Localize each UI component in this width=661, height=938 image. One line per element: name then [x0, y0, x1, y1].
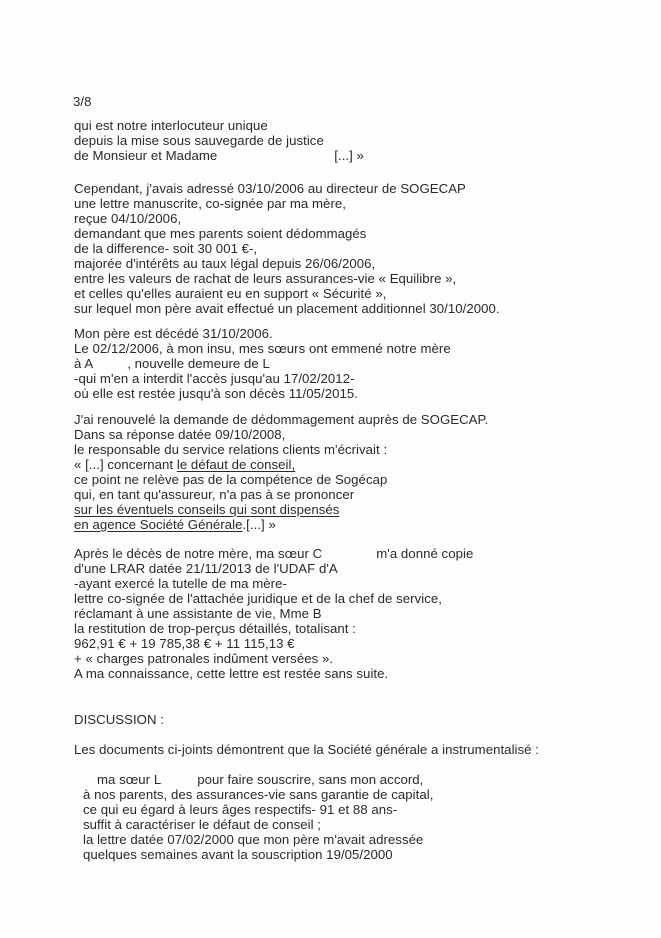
text-segment: pour faire souscrire, sans mon accord, [197, 772, 424, 787]
text-line: ce qui eu égard à leurs âges respectifs- 91 et 88 ans- [83, 802, 398, 817]
text-line: Les documents ci-joints démontrent que la Société générale a instrumentalisé : [74, 742, 539, 757]
text-line: sur lequel mon père avait effectué un placement additionnel 30/10/2000. [74, 301, 500, 316]
text-segment: de Monsieur et Madame [74, 148, 218, 163]
text-line: + « charges patronales indûment versées ». [74, 651, 334, 666]
text-line: la lettre datée 07/02/2000 que mon père m'avait adressée [83, 832, 424, 847]
text-line: à nos parents, des assurances-vie sans garantie de capital, [83, 787, 434, 802]
text-line: -qui m'en a interdit l'accès jusqu'au 17/02/2012- [74, 371, 355, 386]
text-line: le responsable du service relations clients m'écrivait : [74, 442, 388, 457]
text-line [74, 546, 473, 561]
text-line: qui, en tant qu'assureur, n'a pas à se prononcer [74, 487, 355, 502]
text-segment: « [...] concernant [74, 457, 177, 472]
text-segment: m'a donné copie [376, 546, 474, 561]
text-segment: ma sœur L [97, 772, 162, 787]
text-line: J'ai renouvelé la demande de dédommagement auprès de SOGECAP. [74, 412, 489, 427]
text-line [74, 457, 295, 472]
text-line [74, 148, 364, 163]
page-number: 3/8 [73, 94, 92, 109]
text-line: qui est notre interlocuteur unique [74, 118, 268, 133]
text-line: majorée d'intérêts au taux légal depuis 26/06/2006, [74, 256, 376, 271]
text-line: lettre co-signée de l'attachée juridique et de la chef de service, [74, 591, 442, 606]
text-segment: [...] » [334, 148, 364, 163]
text-line: depuis la mise sous sauvegarde de justice [74, 133, 324, 148]
text-line: réclamant à une assistante de vie, Mme B [74, 606, 322, 621]
text-line: Mon père est décédé 31/10/2006. [74, 326, 273, 341]
text-line: ce point ne relève pas de la compétence de Sogécap [74, 472, 388, 487]
text-line [74, 356, 270, 371]
underlined-line: sur les éventuels conseils qui sont dispensés [74, 502, 340, 517]
underlined-phrase: le défaut de conseil, [176, 457, 296, 472]
text-line: la restitution de trop-perçus détaillés, totalisant : [74, 621, 356, 636]
text-line: suffit à caractériser le défaut de conseil ; [83, 817, 321, 832]
text-line: Le 02/12/2006, à mon insu, mes sœurs ont emmené notre mère [74, 341, 451, 356]
text-line: Dans sa réponse datée 09/10/2008, [74, 427, 286, 442]
underlined-phrase: en agence Société Générale [74, 517, 243, 532]
section-heading: DISCUSSION : [74, 712, 164, 727]
text-line: une lettre manuscrite, co-signée par ma mère, [74, 196, 346, 211]
text-line [97, 772, 423, 787]
text-segment: à A [74, 356, 94, 371]
text-segment: Après le décès de notre mère, ma sœur C [74, 546, 323, 561]
text-line: où elle est restée jusqu'à son décès 11/05/2015. [74, 386, 359, 401]
text-line: et celles qu'elles auraient eu en support « Sécurité », [74, 286, 387, 301]
text-segment: , nouvelle demeure de L [127, 356, 270, 371]
text-line: reçue 04/10/2006, [74, 211, 182, 226]
text-line [74, 517, 276, 532]
text-line: 962,91 € + 19 785,38 € + 11 115,13 € [74, 636, 295, 651]
text-line: de la difference- soit 30 001 €-, [74, 241, 258, 256]
text-line: -ayant exercé la tutelle de ma mère- [74, 576, 287, 591]
text-segment: .[...] » [242, 517, 276, 532]
text-line: quelques semaines avant la souscription 19/05/2000 [83, 847, 393, 862]
text-line: A ma connaissance, cette lettre est restée sans suite. [74, 666, 389, 681]
text-line: demandant que mes parents soient dédommagés [74, 226, 367, 241]
text-line: Cependant, j'avais adressé 03/10/2006 au directeur de SOGECAP [74, 181, 466, 196]
text-line: entre les valeurs de rachat de leurs assurances-vie « Equilibre », [74, 271, 457, 286]
text-line: d'une LRAR datée 21/11/2013 de l'UDAF d'A [74, 561, 338, 576]
